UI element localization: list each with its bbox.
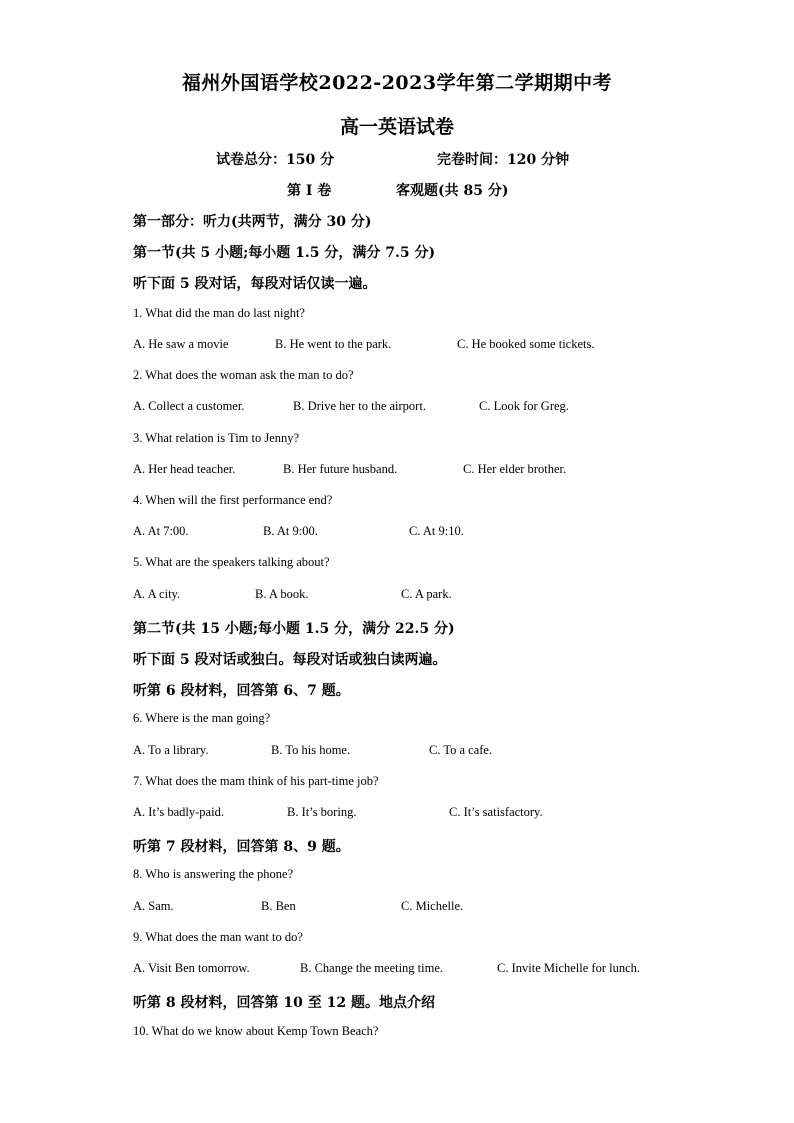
option-c: C. To a cafe. [429, 743, 493, 757]
option-c: C. Look for Greg. [479, 399, 569, 413]
question-options [133, 805, 693, 825]
question-options [133, 961, 693, 981]
option-c: C. He booked some tickets. [457, 337, 595, 351]
option-c: C. Her elder brother. [463, 462, 567, 476]
question-stem: 2. What does the woman ask the man to do? [133, 368, 354, 382]
question-stem: 1. What did the man do last night? [133, 306, 305, 320]
option-a: A. Her head teacher. [133, 462, 236, 476]
question-options [133, 399, 693, 419]
material-7-heading: 听第 7 段材料，回答第 8、9 题。 [133, 839, 350, 855]
volume-label: 第 I 卷 [287, 183, 332, 199]
question-options [133, 587, 693, 607]
question-stem: 3. What relation is Tim to Jenny? [133, 431, 300, 445]
question-stem: 8. Who is answering the phone? [133, 867, 294, 881]
volume-description: 客观题(共 85 分) [396, 183, 509, 199]
option-b: B. It’s boring. [287, 805, 357, 819]
option-b: B. At 9:00. [263, 524, 318, 538]
total-score: 试卷总分：150 分 [216, 152, 335, 168]
section-one-instruction: 听下面 5 段对话，每段对话仅读一遍。 [133, 276, 377, 292]
section-one-heading: 第一节(共 5 小题;每小题 1.5 分，满分 7.5 分) [133, 245, 436, 261]
section-two-instruction: 听下面 5 段对话或独白。每段对话或独白读两遍。 [133, 652, 447, 668]
option-b: B. He went to the park. [275, 337, 392, 351]
question-stem: 5. What are the speakers talking about? [133, 555, 330, 569]
question-options [133, 337, 693, 357]
exam-subtitle: 高一英语试卷 [339, 116, 454, 138]
option-b: B. Ben [261, 899, 296, 913]
question-stem: 9. What does the man want to do? [133, 930, 303, 944]
option-c: C. It’s satisfactory. [449, 805, 543, 819]
question-stem: 4. When will the first performance end? [133, 493, 333, 507]
volume-heading [0, 180, 794, 200]
time-limit: 完卷时间：120 分钟 [437, 152, 570, 168]
part-one-heading: 第一部分：听力(共两节，满分 30 分) [133, 214, 372, 230]
exam-info [0, 149, 794, 169]
option-a: A. A city. [133, 587, 181, 601]
question-options [133, 524, 693, 544]
option-b: B. Her future husband. [283, 462, 398, 476]
question-options [133, 462, 693, 482]
question-options [133, 743, 693, 763]
question-stem: 10. What do we know about Kemp Town Beach? [133, 1024, 379, 1038]
option-a: A. It’s badly-paid. [133, 805, 224, 819]
option-a: A. Visit Ben tomorrow. [133, 961, 250, 975]
option-c: C. A park. [401, 587, 452, 601]
option-a: A. Collect a customer. [133, 399, 245, 413]
option-c: C. At 9:10. [409, 524, 464, 538]
option-c: C. Invite Michelle for lunch. [497, 961, 641, 975]
option-a: A. At 7:00. [133, 524, 189, 538]
option-c: C. Michelle. [401, 899, 464, 913]
section-two-heading: 第二节(共 15 小题;每小题 1.5 分，满分 22.5 分) [133, 621, 455, 637]
option-b: B. Drive her to the airport. [293, 399, 426, 413]
option-a: A. To a library. [133, 743, 209, 757]
exam-title: 福州外国语学校2022-2023学年第二学期期中考 [181, 72, 613, 94]
question-stem: 6. Where is the man going? [133, 711, 271, 725]
option-b: B. To his home. [271, 743, 351, 757]
option-a: A. Sam. [133, 899, 174, 913]
option-b: B. Change the meeting time. [300, 961, 444, 975]
question-options [133, 899, 693, 919]
option-a: A. He saw a movie [133, 337, 229, 351]
material-8-heading: 听第 8 段材料，回答第 10 至 12 题。地点介绍 [133, 995, 435, 1011]
option-b: B. A book. [255, 587, 309, 601]
question-stem: 7. What does the mam think of his part-time job? [133, 774, 379, 788]
material-6-heading: 听第 6 段材料，回答第 6、7 题。 [133, 683, 350, 699]
